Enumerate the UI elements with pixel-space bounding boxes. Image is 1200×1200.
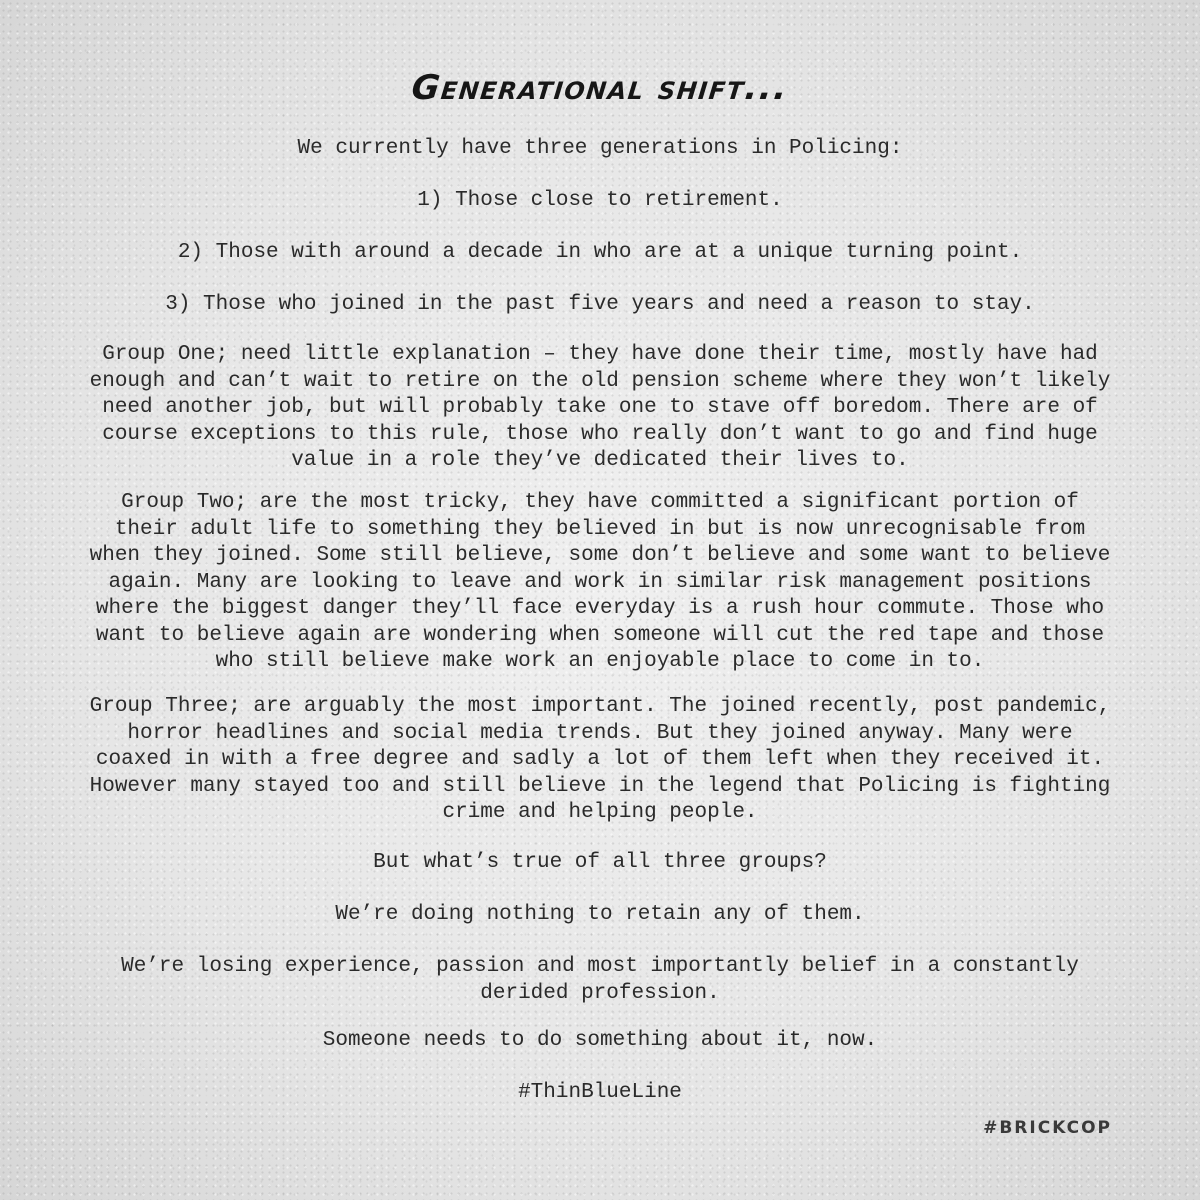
intro-paragraph: We currently have three generations in Policing: <box>297 137 903 160</box>
document-page <box>40 0 1160 1200</box>
page-title: Generational shift... <box>409 68 791 108</box>
group-two-paragraph: Group Two; are the most tricky, they have committed a significant portion of their adult life to something they believed in but is now unrecognisable from when they joined. Some still believe, some don’t believe and some want to believe again. Many are looking to leave and work in similar risk management positions where the biggest danger they’ll face everyday is a rush hour commute. Those who want to believe again are wondering when someone will cut the red tape and those who still believe make work an enjoyable place to come in to. <box>89 491 1111 673</box>
list-item-3: 3) Those who joined in the past five years and need a reason to stay. <box>165 293 1035 316</box>
closing-losing-paragraph: We’re losing experience, passion and most importantly belief in a constantly derided profession. <box>121 955 1079 1005</box>
closing-answer: We’re doing nothing to retain any of them. <box>335 903 865 926</box>
group-one-paragraph: Group One; need little explanation – they have done their time, mostly have had enough and can’t wait to retire on the old pension scheme where they won’t likely need another job, but will probably take one to stave off boredom. There are of course exceptions to this rule, those who really don’t want to go and find huge value in a role they’ve dedicated their lives to. <box>89 343 1111 472</box>
author-signature: #BRICKCOP <box>983 1118 1112 1138</box>
closing-call: Someone needs to do something about it, now. <box>322 1029 878 1052</box>
closing-question: But what’s true of all three groups? <box>373 851 827 874</box>
hashtag: #ThinBlueLine <box>518 1081 682 1104</box>
group-three-paragraph: Group Three; are arguably the most important. The joined recently, post pandemic, horror headlines and social media trends. But they joined anyway. Many were coaxed in with a free degree and sadly a lot of them left when they received it. However many stayed too and still believe in the legend that Policing is fighting crime and helping people. <box>89 695 1111 824</box>
list-item-2: 2) Those with around a decade in who are at a unique turning point. <box>177 241 1023 264</box>
list-item-1: 1) Those close to retirement. <box>417 189 783 212</box>
